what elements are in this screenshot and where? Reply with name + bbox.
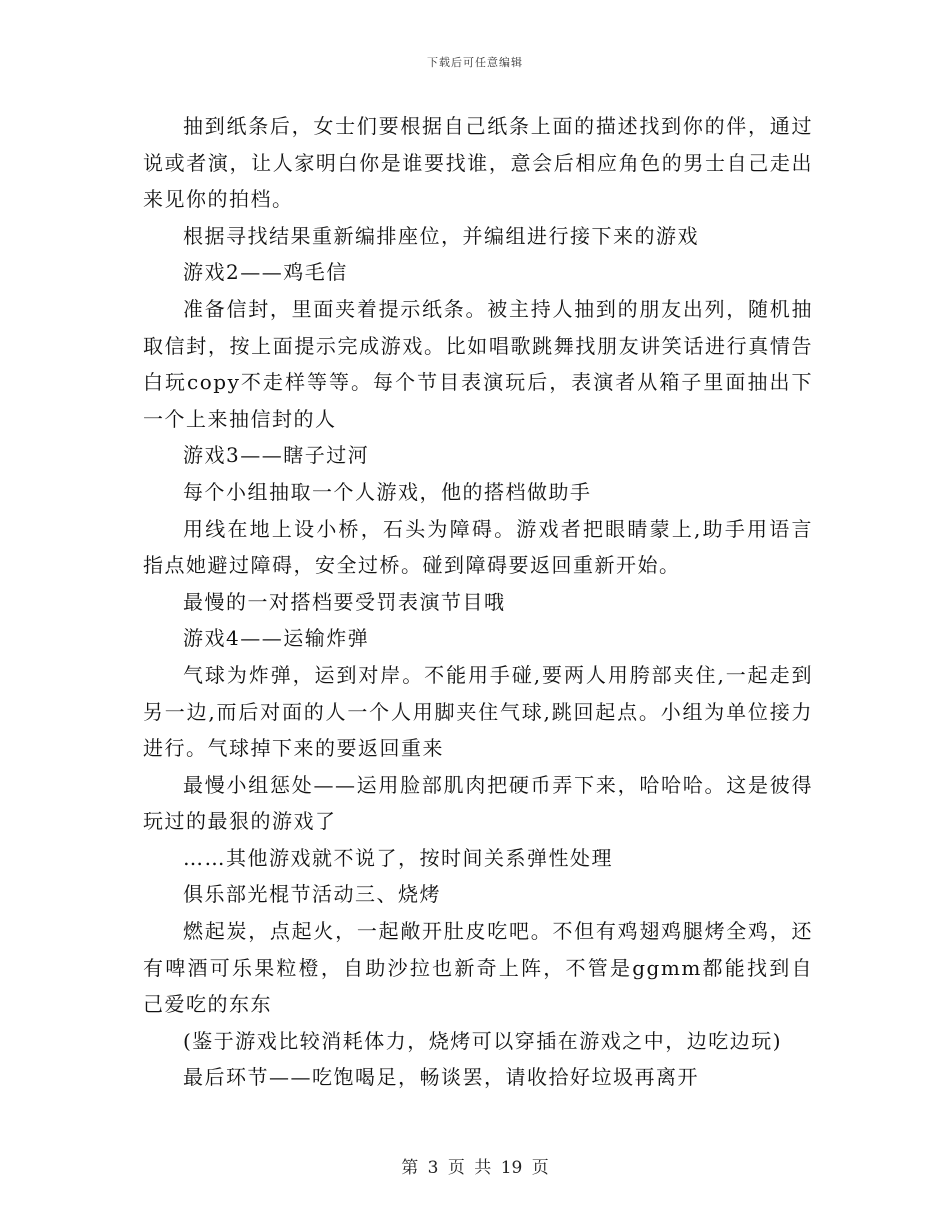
paragraph: ……其他游戏就不说了，按时间关系弹性处理 — [183, 845, 613, 870]
document-body — [143, 108, 813, 1096]
paragraph: 每个小组抽取一个人游戏，他的搭档做助手 — [183, 479, 592, 504]
paragraph: 气球为炸弹，运到对岸。不能用手碰,要两人用胯部夹住,一起走到另一边,而后对面的人一个人用脚夹住气球,跳回起点。小组为单位接力进行。气球掉下来的要返回重来 — [143, 662, 813, 761]
paragraph: 最慢的一对搭档要受罚表演节目哦 — [183, 589, 506, 614]
paragraph: 最慢小组惩处——运用脸部肌肉把硬币弄下来，哈哈哈。这是彼得玩过的最狠的游戏了 — [143, 772, 813, 834]
section-heading: 游戏4——运输炸弹 — [183, 626, 370, 651]
paragraph: 准备信封，里面夹着提示纸条。被主持人抽到的朋友出列，随机抽取信封，按上面提示完成游戏。比如唱歌跳舞找朋友讲笑话进行真情告白玩copy不走样等等。每个节目表演玩后，表演者从箱子里面抽出下一个上来抽信封的人 — [143, 296, 813, 431]
page-header: 下载后可任意编辑 — [427, 56, 523, 69]
paragraph: 抽到纸条后，女士们要根据自己纸条上面的描述找到你的伴，通过说或者演，让人家明白你是谁要找谁，意会后相应角色的男士自己走出来见你的拍档。 — [143, 114, 813, 212]
section-heading: 俱乐部光棍节活动三、烧烤 — [183, 882, 441, 907]
paragraph: 燃起炭，点起火，一起敞开肚皮吃吧。不但有鸡翅鸡腿烤全鸡，还有啤酒可乐果粒橙，自助沙拉也新奇上阵，不管是ggmm都能找到自己爱吃的东东 — [143, 919, 813, 1017]
section-heading: 游戏2——鸡毛信 — [183, 260, 348, 285]
paragraph: (鉴于游戏比较消耗体力，烧烤可以穿插在游戏之中，边吃边玩) — [183, 1028, 783, 1053]
paragraph: 根据寻找结果重新编排座位，并编组进行接下来的游戏 — [183, 223, 699, 248]
page-number: 第 3 页 共 19 页 — [401, 1158, 549, 1178]
section-heading: 游戏3——瞎子过河 — [183, 443, 370, 468]
paragraph: 用线在地上设小桥，石头为障碍。游戏者把眼睛蒙上,助手用语言指点她避过障碍，安全过桥。碰到障碍要返回重新开始。 — [143, 516, 813, 578]
paragraph: 最后环节——吃饱喝足，畅谈罢，请收拾好垃圾再离开 — [183, 1065, 699, 1090]
